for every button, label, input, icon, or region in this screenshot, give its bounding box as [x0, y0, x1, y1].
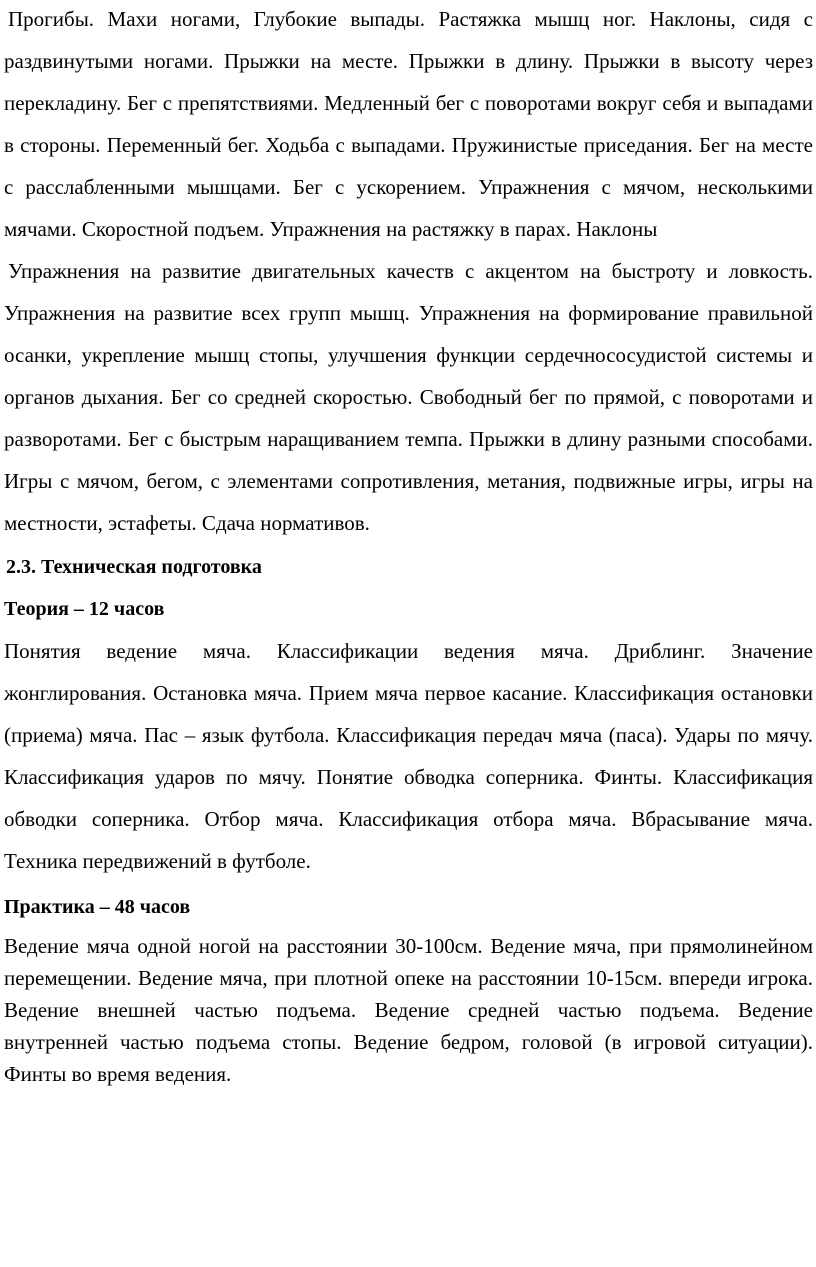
paragraph-practice-content: Ведение мяча одной ногой на расстоянии 30-100см. Ведение мяча, при прямолинейном перемещении. Ведение мяча, при плотной опеке на расстоянии 10-15см. впереди игрока. Ведение внешней частью подъема. Ведение средней частью подъема. Ведение внутренней частью подъема стопы. Ведение бедром, головой (в игровой ситуации). Финты во время ведения.: [4, 934, 813, 1086]
practice-heading: Практика – 48 часов: [4, 896, 191, 918]
section-heading-technical-training: 2.3. Техническая подготовка: [6, 556, 262, 578]
paragraph-motor-skills: Упражнения на развитие двигательных качеств с акцентом на быстроту и ловкость. Упражнения на развитие всех групп мышц. Упражнения на формирование правильной осанки, укрепление мышц стопы, улучшения функции сердечнососудистой системы и органов дыхания. Бег со средней скоростью. Свободный бег по прямой, с поворотами и разворотами. Бег с быстрым наращиванием темпа. Прыжки в длину разными способами. Игры с мячом, бегом, с элементами сопротивления, метания, подвижные игры, игры на местности, эстафеты. Сдача нормативов.: [4, 259, 813, 535]
theory-heading: Теория – 12 часов: [4, 598, 165, 620]
paragraph-warmup-exercises: Прогибы. Махи ногами, Глубокие выпады. Растяжка мышц ног. Наклоны, сидя с раздвинутыми ногами. Прыжки на месте. Прыжки в длину. Прыжки в высоту через перекладину. Бег с препятствиями. Медленный бег с поворотами вокруг себя и выпадами в стороны. Переменный бег. Ходьба с выпадами. Пружинистые приседания. Бег на месте с расслабленными мышцами. Бег с ускорением. Упражнения с мячом, несколькими мячами. Скоростной подъем. Упражнения на растяжку в парах. Наклоны: [4, 7, 813, 241]
paragraph-theory-content: Понятия ведение мяча. Классификации ведения мяча. Дриблинг. Значение жонглирования. Остановка мяча. Прием мяча первое касание. Классификация остановки (приема) мяча. Пас – язык футбола. Классификация передач мяча (паса). Удары по мячу. Классификация ударов по мячу. Понятие обводка соперника. Финты. Классификация обводки соперника. Отбор мяча. Классификация отбора мяча. Вбрасывание мяча. Техника передвижений в футболе.: [4, 639, 813, 873]
